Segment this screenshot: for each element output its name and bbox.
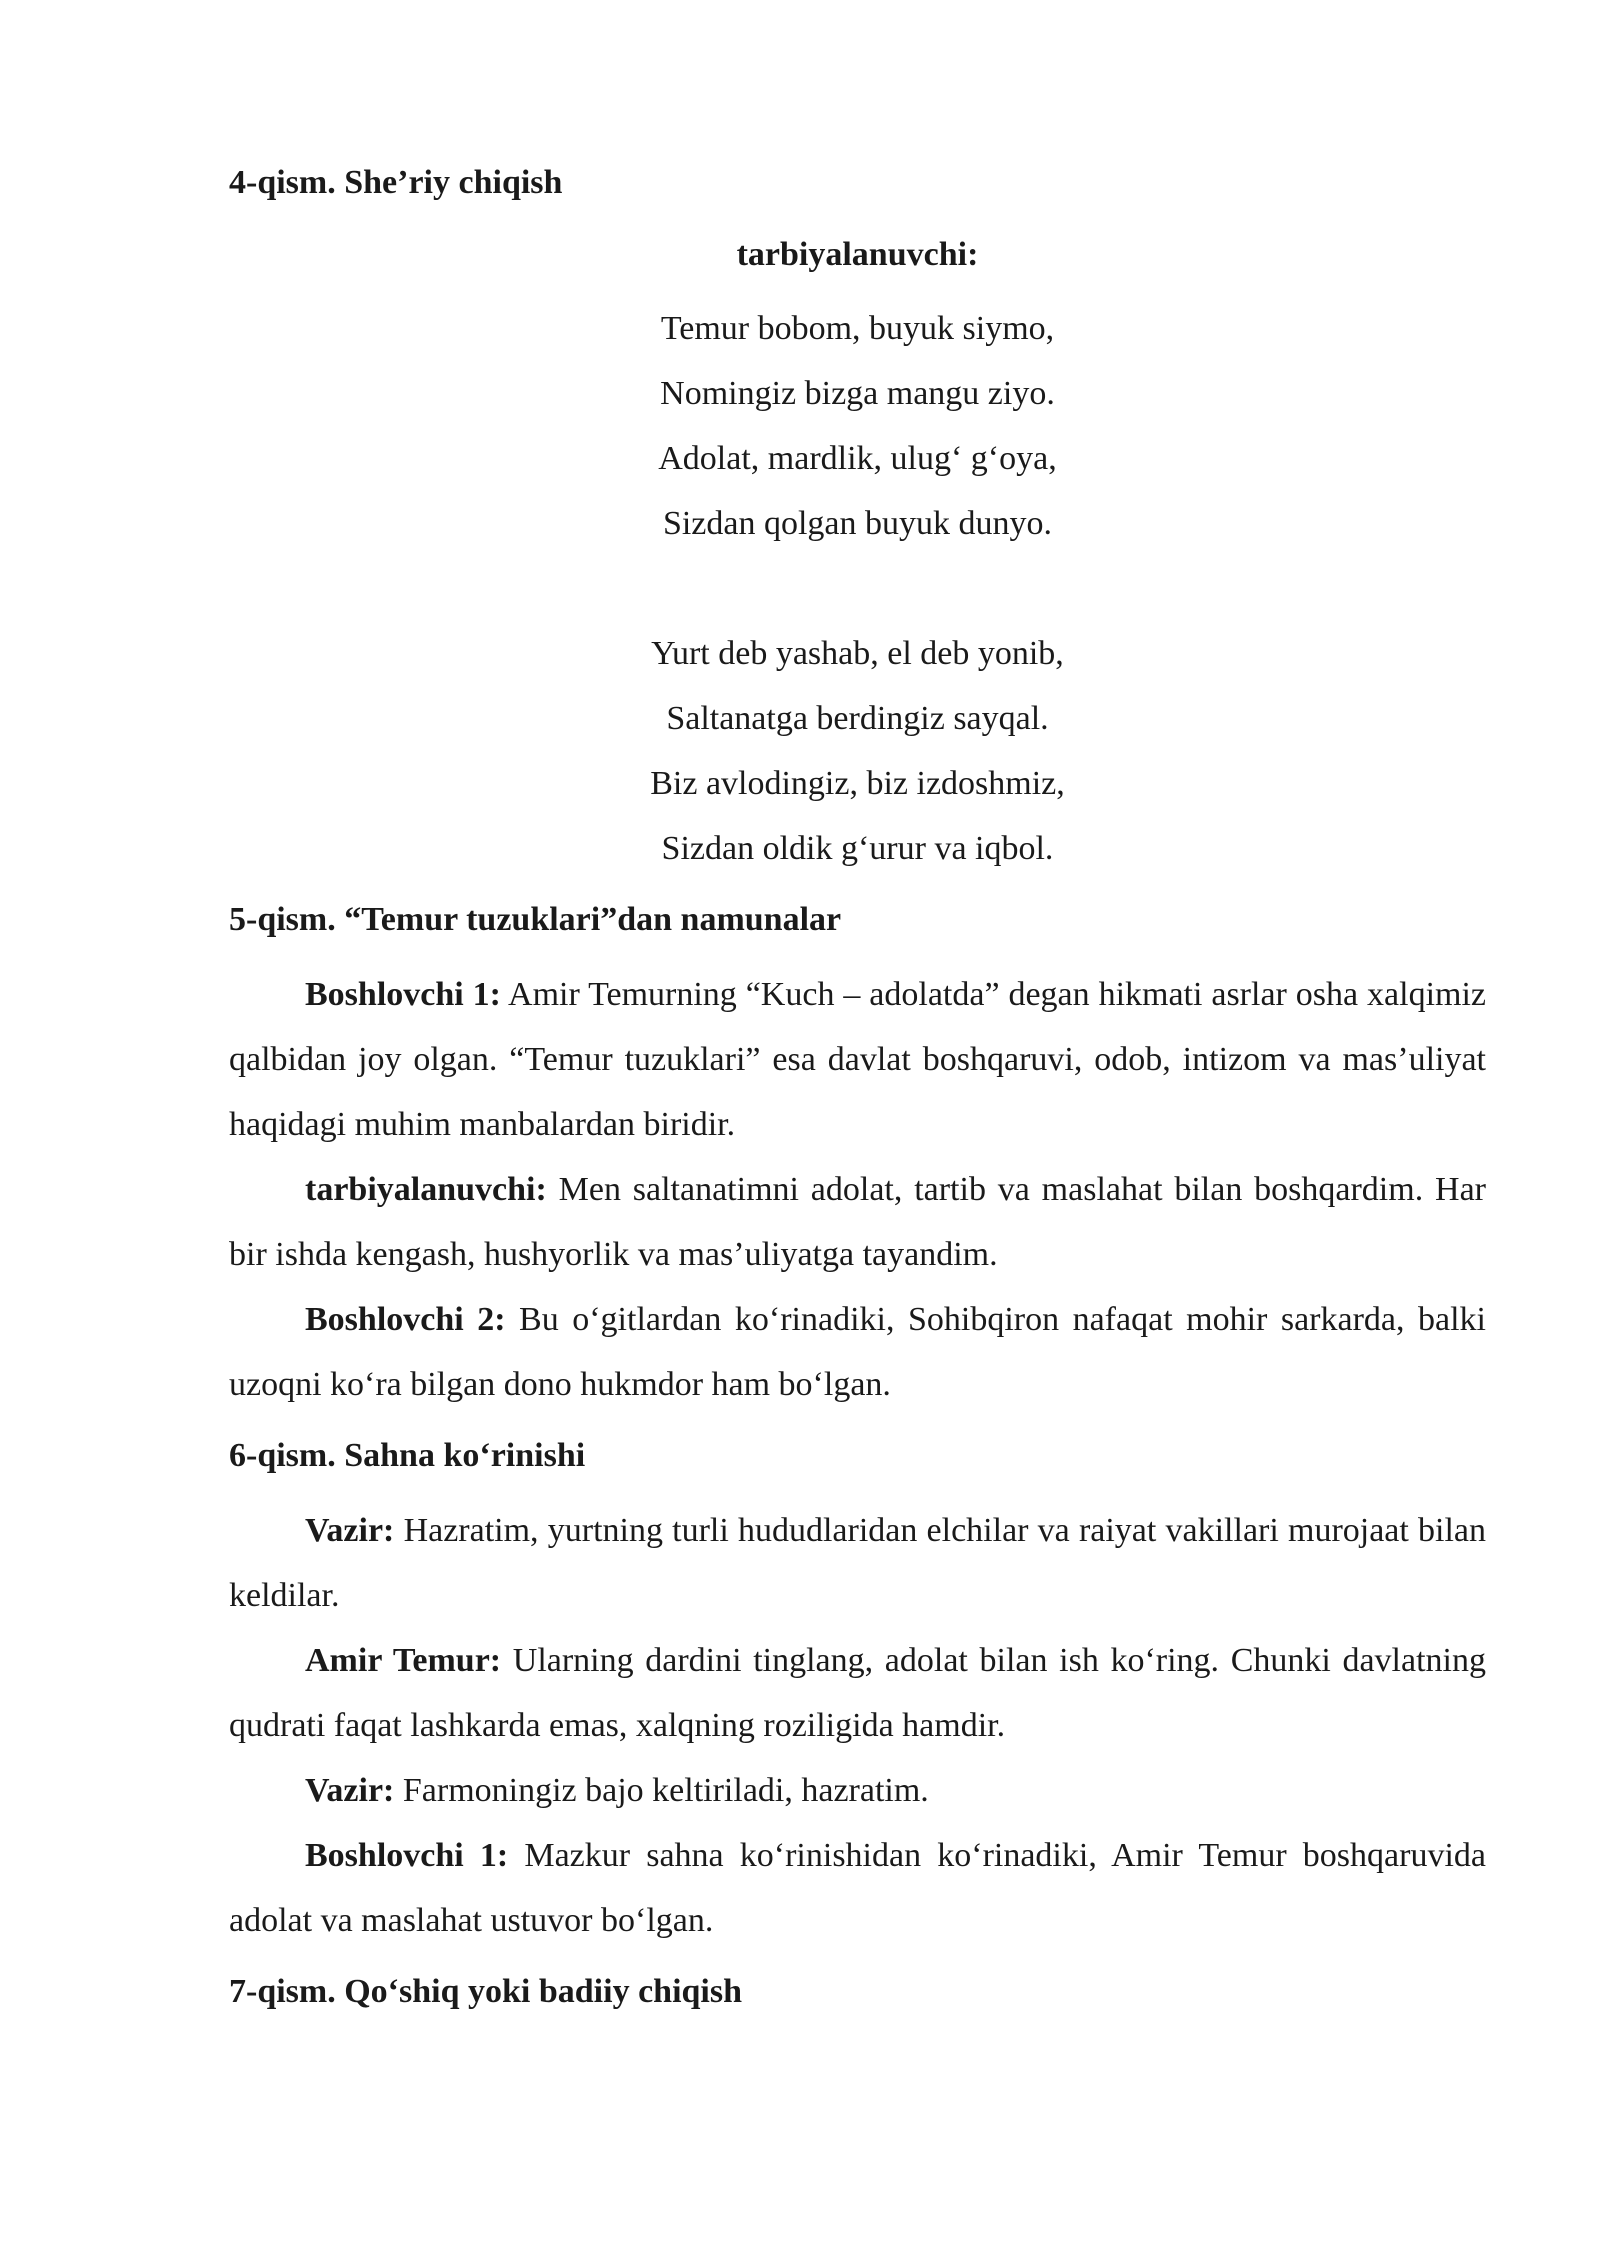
section-7-heading: 7-qism. Qo‘shiq yoki badiiy chiqish	[229, 1973, 743, 2010]
speaker-label: Boshlovchi 2:	[305, 1301, 506, 1338]
dialogue-paragraph	[229, 1628, 1486, 1758]
paragraph-text: Amir Temurning “Kuch – adolatda” degan hikmati asrlar osha xalqimiz qalbidan joy olgan. “Temur tuzuklari” esa davlat boshqaruvi, odob, intizom va mas’uliyat haqidagi muhim manbalardan biridir.	[229, 976, 1486, 1143]
dialogue-paragraph	[229, 1287, 1486, 1417]
dialogue-paragraph	[229, 962, 1486, 1157]
speaker-label: tarbiyalanuvchi:	[305, 1171, 547, 1208]
speaker-label: Boshlovchi 1:	[305, 1837, 509, 1874]
poem-speaker: tarbiyalanuvchi:	[736, 236, 979, 273]
section-4-heading: 4-qism. She’riy chiqish	[229, 164, 563, 201]
paragraph-text: Men saltanatimni adolat, tartib va maslahat bilan boshqardim. Har bir ishda kengash, hushyorlik va mas’uliyatga tayandim.	[229, 1171, 1486, 1273]
paragraph-text: Mazkur sahna ko‘rinishidan ko‘rinadiki, Amir Temur boshqaruvida adolat va maslahat ustuvor bo‘lgan.	[229, 1837, 1486, 1939]
section-5-heading: 5-qism. “Temur tuzuklari”dan namunalar	[229, 901, 842, 938]
poem-line: Sizdan qolgan buyuk dunyo.	[662, 505, 1053, 542]
poem-line: Sizdan oldik g‘urur va iqbol.	[661, 830, 1054, 867]
paragraph-text: Farmoningiz bajo keltiriladi, hazratim.	[394, 1772, 929, 1809]
speaker-label: Vazir:	[305, 1512, 395, 1549]
speaker-label: Vazir:	[305, 1772, 395, 1809]
dialogue-paragraph	[229, 1758, 1486, 1823]
speaker-label: Amir Temur:	[305, 1642, 502, 1679]
section-6-heading: 6-qism. Sahna ko‘rinishi	[229, 1437, 586, 1474]
dialogue-paragraph	[229, 1823, 1486, 1953]
paragraph-text: Ularning dardini tinglang, adolat bilan ish ko‘ring. Chunki davlatning qudrati faqat lashkarda emas, xalqning roziligida hamdir.	[229, 1642, 1486, 1744]
poem-line: Adolat, mardlik, ulug‘ g‘oya,	[658, 440, 1057, 477]
poem-line: Biz avlodingiz, biz izdoshmiz,	[650, 765, 1065, 802]
paragraph-text: Hazratim, yurtning turli hududlaridan elchilar va raiyat vakillari murojaat bilan keldilar.	[229, 1512, 1486, 1614]
poem-line: Nomingiz bizga mangu ziyo.	[660, 375, 1055, 412]
poem	[229, 222, 1486, 881]
speaker-label: Boshlovchi 1:	[305, 976, 501, 1013]
document-page	[229, 150, 1486, 2024]
poem-line: Yurt deb yashab, el deb yonib,	[651, 635, 1064, 672]
poem-line: Temur bobom, buyuk siymo,	[660, 310, 1055, 347]
poem-line: Saltanatga berdingiz sayqal.	[666, 700, 1049, 737]
dialogue-paragraph	[229, 1157, 1486, 1287]
stanza-gap	[229, 556, 1486, 621]
dialogue-paragraph	[229, 1498, 1486, 1628]
paragraph-text: Bu o‘gitlardan ko‘rinadiki, Sohibqiron nafaqat mohir sarkarda, balki uzoqni ko‘ra bilgan dono hukmdor ham bo‘lgan.	[229, 1301, 1486, 1403]
